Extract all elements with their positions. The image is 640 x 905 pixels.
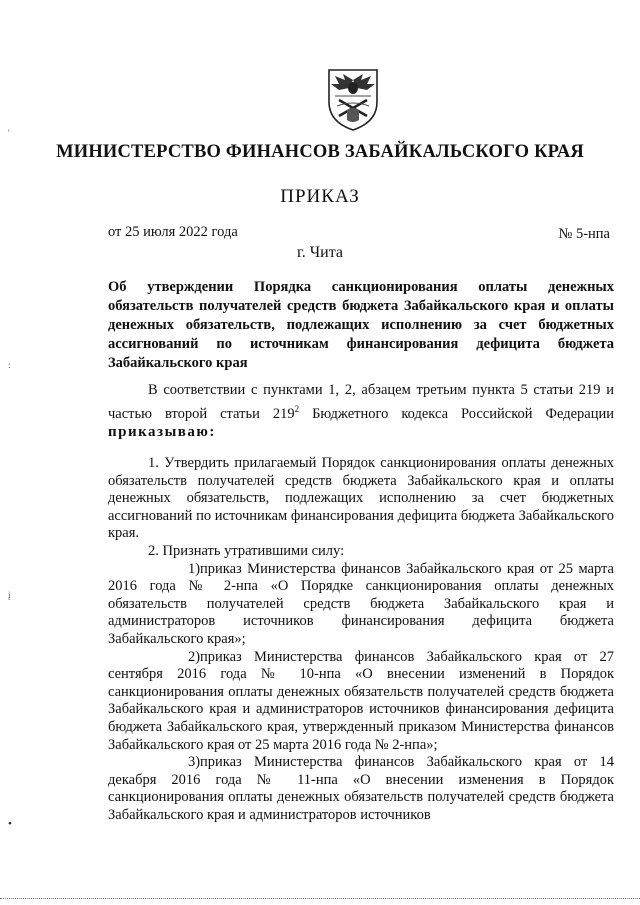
coat-of-arms-emblem (325, 66, 381, 132)
revoked-order-1 (108, 561, 614, 649)
scan-margin-mark: ' (8, 128, 10, 138)
issue-city: г. Чита (296, 244, 343, 261)
order-number: № 5-нпа (558, 226, 610, 242)
order-subject: Об утверждении Порядка санкционирования оплаты денежных обязательств получателей средств бюджета Забайкальского края и оплаты денежных обязательств, подлежащих исполнению за счет бюджетных ассигнований по источникам финансирования дефицита бюджета Забайкальского края (108, 279, 614, 371)
revoked-order-3-text: приказ Министерства финансов Забайкальского края от 14 декабря 2016 года № 11-нпа «О внесении изменения в Порядок санкционирования оплаты денежных обязательств получателей средств бюджета Забайкальского края и администраторов источников (108, 754, 614, 823)
scan-margin-mark: į (8, 590, 11, 600)
order-verb: приказываю: (108, 423, 216, 440)
revoked-order-3 (108, 754, 614, 824)
ministry-name: МИНИСТЕРСТВО ФИНАНСОВ ЗАБАЙКАЛЬСКОГО КРАЯ (56, 142, 584, 162)
preamble-paragraph (108, 381, 614, 441)
document-type-title: ПРИКАЗ (280, 186, 360, 207)
order-body (108, 455, 614, 824)
revoked-order-1-text: приказ Министерства финансов Забайкальского края от 25 марта 2016 года № 2-нпа «О Порядке санкционирования оплаты денежных обязательств получателей средств бюджета Забайкальского края и администраторов источников финансирования дефицита бюджета Забайкальского края»; (108, 560, 614, 647)
revoked-order-2 (108, 649, 614, 755)
scan-margin-mark: : (8, 360, 11, 370)
item-2-revoke: 2. Признать утратившими силу: (148, 542, 345, 559)
scan-edge-line (0, 898, 640, 899)
order-date: от 25 июля 2022 года (108, 224, 238, 240)
scan-margin-mark: • (8, 818, 12, 830)
revoked-order-1-number: 1) (188, 560, 201, 577)
revoked-order-2-number: 2) (188, 648, 201, 665)
preamble-text-part1: В соответствии с пунктами 1, 2, абзацем третьим пункта 5 статьи 219 и частью второй статьи 219 (108, 382, 614, 422)
revoked-order-2-text: приказ Министерства финансов Забайкальского края от 27 сентября 2016 года № 10-нпа «О внесении изменений в Порядок санкционирования оплаты денежных обязательств получателей средств бюджета Забайкальского края и администраторов источников финансирования дефицита бюджета Забайкальского края, утвержденный приказом Министерства финансов Забайкальского края от 25 марта 2016 года № 2-нпа»; (108, 648, 614, 753)
preamble-text-part2: Бюджетного кодекса Российской Федерации (299, 405, 614, 422)
article-superscript: 2 (294, 403, 300, 414)
item-1-approve: 1. Утвердить прилагаемый Порядок санкционирования оплаты денежных обязательств получателей средств бюджета Забайкальского края и оплаты денежных обязательств, подлежащих исполнению за счет бюджетных ассигнований по источникам финансирования дефицита бюджета Забайкальского края. (108, 455, 614, 542)
revoked-order-3-number: 3) (188, 754, 201, 771)
